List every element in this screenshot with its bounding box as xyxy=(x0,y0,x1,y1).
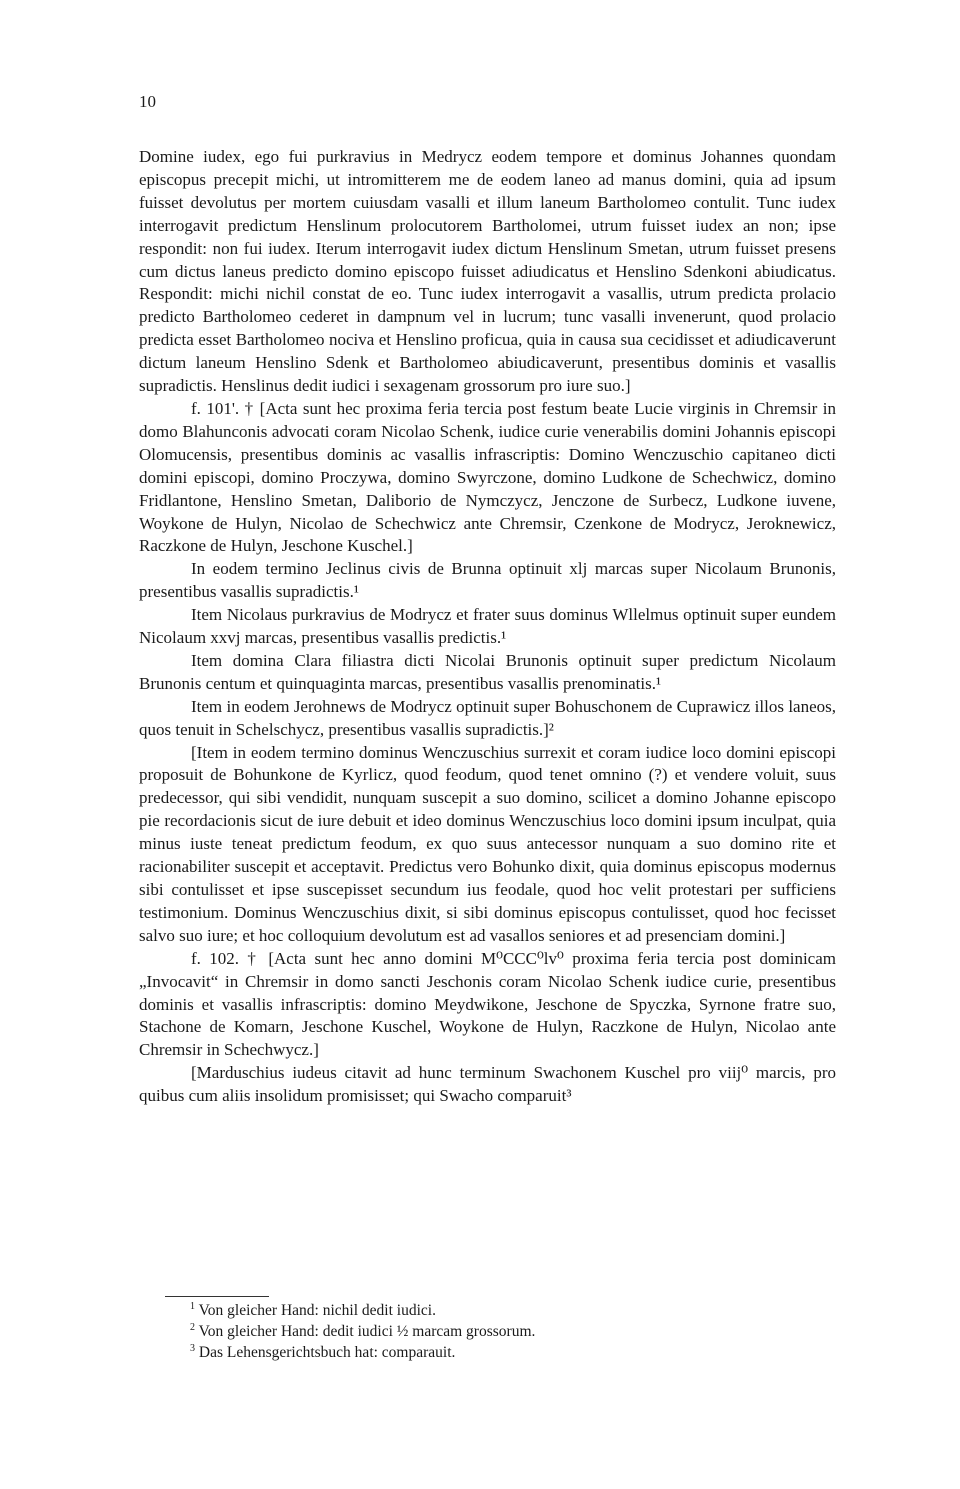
footnote-mark: 2 xyxy=(190,1321,195,1333)
main-text xyxy=(139,146,836,1108)
footnote-mark: 1 xyxy=(190,1300,195,1312)
paragraph-7: [Item in eodem termino dominus Wenczuschius surrexit et coram iudice loco domini episcopi proposuit de Bohunkone de Kyrlicz, quod feodum, quod tenet omnino (?) et vendere voluit, suus predecessor, qui sibi vendidit, nunquam suscepit a suo domino, scilicet a domino Johanne episcopo pie recordacionis sicut de iure debuit et ideo dominus Wenczuschius loco domini ipsum inculpat, quia minus iuste teneat predictum feodum, ex quo suus antecessor nunquam a suo domino rite et racionabiliter suscepit et acceptavit. Predictus vero Bohunko dixit, quia dominus episcopus modernus sibi contulisset et ipse suscepisset secundum ius feodale, quod hoc velit protestari per sufficiens testimonium. Dominus Wenczuschius dixit, si sibi dominus episcopus contulisset, quod hoc fecisset salvo suo iure; et hoc colloquium devolutum est ad vasallos seniores et ad presenciam domini.] xyxy=(139,742,836,945)
paragraph-4: Item Nicolaus purkravius de Modrycz et frater suus dominus Wllelmus optinuit super eundem Nicolaum xxvj marcas, presentibus vasallis predictis.¹ xyxy=(139,605,836,648)
footnotes xyxy=(190,1300,830,1363)
paragraph-9: [Marduschius iudeus citavit ad hunc terminum Swachonem Kuschel pro viij⁰ marcis, pro quibus cum aliis insolidum promisisset; qui Swacho comparuit³ xyxy=(139,1063,836,1106)
paragraph-6: Item in eodem Jerohnews de Modrycz optinuit super Bohuschonem de Cuprawicz illos laneos, quos tenuit in Schelschycz, presentibus vasallis supradictis.]² xyxy=(139,696,836,739)
footnote-mark: 3 xyxy=(190,1342,195,1354)
footnote-divider xyxy=(165,1296,269,1297)
footnote-text: Von gleicher Hand: dedit iudici ½ marcam grossorum. xyxy=(198,1323,536,1340)
paragraph-1: Domine iudex, ego fui purkravius in Medrycz eodem tempore et dominus Johannes quondam episcopus precepit michi, ut intromitterem me de eodem laneo ad manus domini, quia ad ipsum fuisset devolutus per mortem cuiusdam vasalli et illum laneum Bartholomeo contulit. Tunc iudex interrogavit predictum Henslinum prolocutorem Bartholomei, utrum fuisset iudex an non; ipse respondit: non fui iudex. Iterum interrogavit iudex dictum Henslinum Smetan, utrum fuisset presens cum dictus laneus predicto domino episcopo fuisset adiudicatus et Henslino Sdenkoni abiudicatus. Respondit: michi nichil constat de eo. Tunc iudex interrogavit a vasallis, utrum predicta prolacio predicto Bartholomeo cederet in dampnum vel in lucrum; tunc vasalli invenerunt, quod prolacio predicta esset Bartholomeo nociva et Henslino proficua, quia in causa sua cecidisset et adiudicaverunt dictum laneum Henslino Sdenk et Bartholomeo abiudicaverunt, presentibus dominis et vasallis supradictis. Henslinus dedit iudici i sexagenam grossorum pro iure suo.] xyxy=(139,147,836,396)
paragraph-2: f. 101'. † [Acta sunt hec proxima feria tercia post festum beate Lucie virginis in Chremsir in domo Blahunconis advocati coram Nicolao Schenk, iudice curie venerabilis domini Johannis episcopi Olomucensis, presentibus dominis ac vasallis infrascriptis: Domino Wenczuschio capitaneo dicti domini episcopi, domino Proczywa, domino Swyrczone, domino Ludkone de Schechwicz, domino Fridlantone, Henslino Smetan, Daliborio de Nymczycz, Jenczone de Surbecz, Ludkone iuvene, Woykone de Hulyn, Nicolao de Schechwicz ante Chremsir, Czenkone de Modrycz, Jeroknewicz, Raczkone de Hulyn, Jeschone Kuschel.] xyxy=(139,398,836,556)
paragraph-8: f. 102. † [Acta sunt hec anno domini M⁰CCC⁰lv⁰ proxima feria tercia post dominicam „Invocavit“ in Chremsir in domo sancti Jeschonis coram Nicolao Schenk iudice curie, presentibus dominis et vasallis infrascriptis: domino Meydwikone, Jeschone de Spyczka, Syrnone fratre suo, Stachone de Komarn, Jeschone Kuschel, Woykone de Hulyn, Raczkone de Hulyn, Nicolao ante Chremsir in Schechwycz.] xyxy=(139,948,836,1060)
footnote-text: Das Lehensgerichtsbuch hat: comparauit. xyxy=(198,1344,456,1361)
paragraph-3: In eodem termino Jeclinus civis de Brunna optinuit xlj marcas super Nicolaum Brunonis, presentibus vasallis supradictis.¹ xyxy=(139,559,836,602)
footnote-1 xyxy=(190,1300,830,1321)
footnote-text: Von gleicher Hand: nichil dedit iudici. xyxy=(198,1302,436,1319)
footnote-2 xyxy=(190,1321,830,1342)
paragraph-5: Item domina Clara filiastra dicti Nicolai Brunonis optinuit super predictum Nicolaum Brunonis centum et quinquaginta marcas, presentibus vasallis prenominatis.¹ xyxy=(139,650,836,693)
footnote-3 xyxy=(190,1342,830,1363)
page-number: 10 xyxy=(139,92,156,111)
